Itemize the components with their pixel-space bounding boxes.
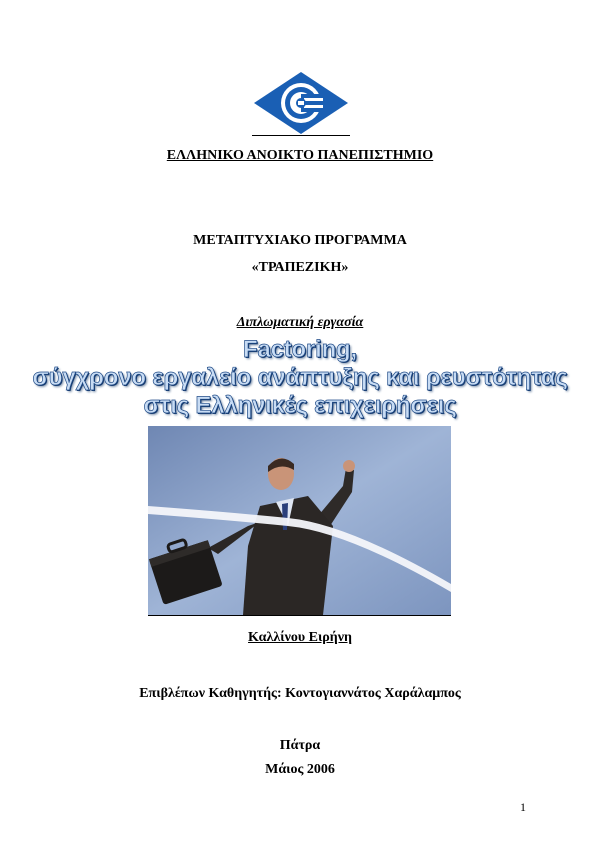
thesis-title-line-2: σύγχρονο εργαλείο ανάπτυξης και ρευστότητας bbox=[32, 364, 568, 391]
thesis-title-line-3: στις Ελληνικές επιχειρήσεις bbox=[143, 392, 457, 419]
program-line-2: «ΤΡΑΠΕΖΙΚΗ» bbox=[251, 260, 349, 275]
university-name: ΕΛΛΗΝΙΚΟ ΑΝΟΙΚΤΟ ΠΑΝΕΠΙΣΤΗΜΙΟ bbox=[166, 148, 434, 163]
university-logo bbox=[252, 70, 350, 136]
logo-underline bbox=[252, 135, 350, 136]
date: Μάιος 2006 bbox=[265, 762, 335, 777]
author-name: Καλλίνου Ειρήνη bbox=[248, 630, 352, 645]
supervisor: Επιβλέπων Καθηγητής: Κοντογιαννάτος Χαράλαμπος bbox=[139, 686, 461, 701]
thesis-title bbox=[0, 336, 600, 420]
cover-photo bbox=[148, 426, 451, 615]
page-number: 1 bbox=[520, 800, 526, 814]
thesis-type: Διπλωματική εργασία bbox=[236, 315, 364, 330]
program-line-1: ΜΕΤΑΠΤΥΧΙΑΚΟ ΠΡΟΓΡΑΜΜΑ bbox=[193, 233, 407, 248]
photo-underline bbox=[148, 615, 451, 616]
thesis-title-line-1: Factoring, bbox=[242, 336, 357, 363]
city: Πάτρα bbox=[279, 738, 321, 753]
